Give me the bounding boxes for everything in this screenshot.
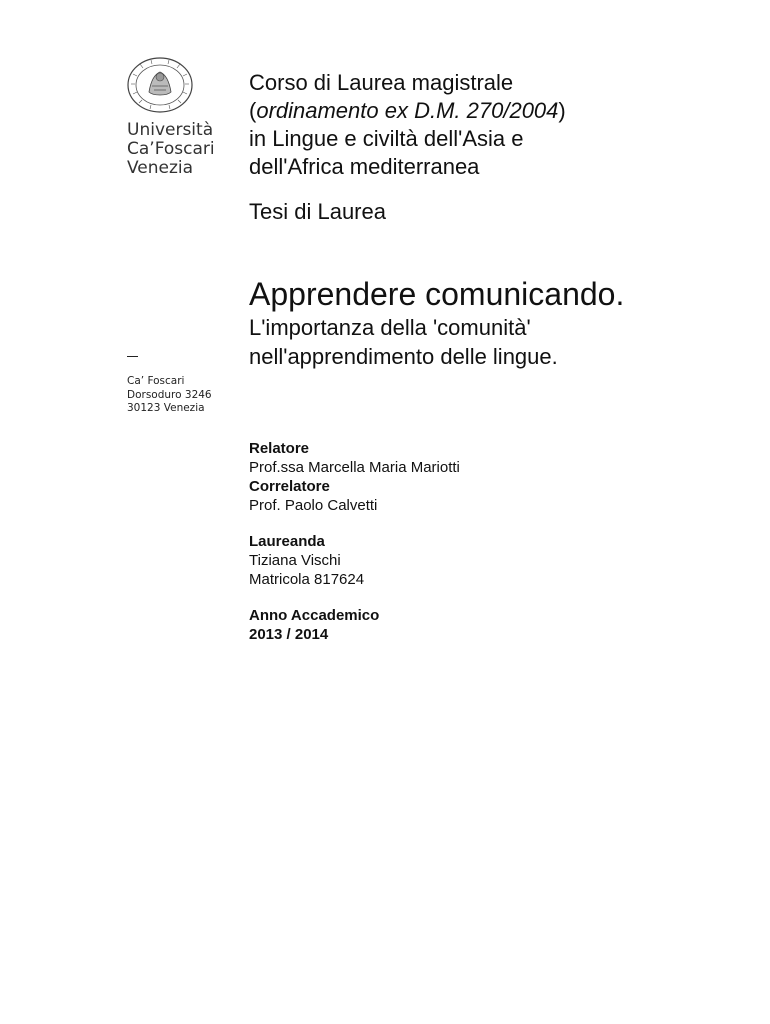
relatore-label: Relatore [249, 440, 310, 457]
relatore-name: Prof.ssa Marcella Maria Mariotti [249, 459, 460, 476]
address-line: Ca’ Foscari [127, 375, 185, 387]
thesis-title: Apprendere comunicando. [249, 276, 625, 312]
address [127, 375, 212, 416]
course-line: in Lingue e civiltà dell'Asia e [249, 126, 524, 151]
course-line [249, 97, 749, 125]
anno-label: Anno Accademico [249, 607, 380, 624]
matricola: Matricola 817624 [249, 571, 365, 588]
university-seal-icon [125, 56, 195, 114]
course-regulation: ordinamento ex D.M. 270/2004 [256, 98, 559, 123]
supervisors [249, 439, 460, 515]
main-content [249, 69, 749, 371]
divider [127, 356, 138, 357]
candidate [249, 532, 460, 589]
university-name-line: Venezia [127, 158, 194, 178]
address-line: 30123 Venezia [127, 402, 205, 414]
university-name-line: Ca’Foscari [127, 139, 215, 159]
address-line: Dorsoduro 3246 [127, 388, 212, 401]
thesis-subtitle [249, 313, 749, 371]
subtitle-line: nell'apprendimento delle lingue. [249, 344, 558, 369]
laureanda-label: Laureanda [249, 533, 325, 550]
academic-year [249, 606, 460, 644]
subtitle-line: L'importanza della 'comunità' [249, 315, 531, 340]
thesis-type: Tesi di Laurea [249, 199, 386, 224]
paren-close: ) [558, 98, 566, 123]
correlatore-label: Correlatore [249, 478, 330, 495]
university-name-line: Università [127, 120, 214, 140]
anno-value: 2013 / 2014 [249, 626, 329, 643]
course-line: Corso di Laurea magistrale [249, 70, 514, 95]
university-name [127, 121, 215, 178]
laureanda-name: Tiziana Vischi [249, 552, 341, 569]
course-line: dell'Africa mediterranea [249, 154, 480, 179]
course-description [249, 69, 749, 181]
paren-open: ( [249, 98, 257, 123]
correlatore-name: Prof. Paolo Calvetti [249, 497, 378, 514]
thesis-roles [249, 439, 460, 661]
